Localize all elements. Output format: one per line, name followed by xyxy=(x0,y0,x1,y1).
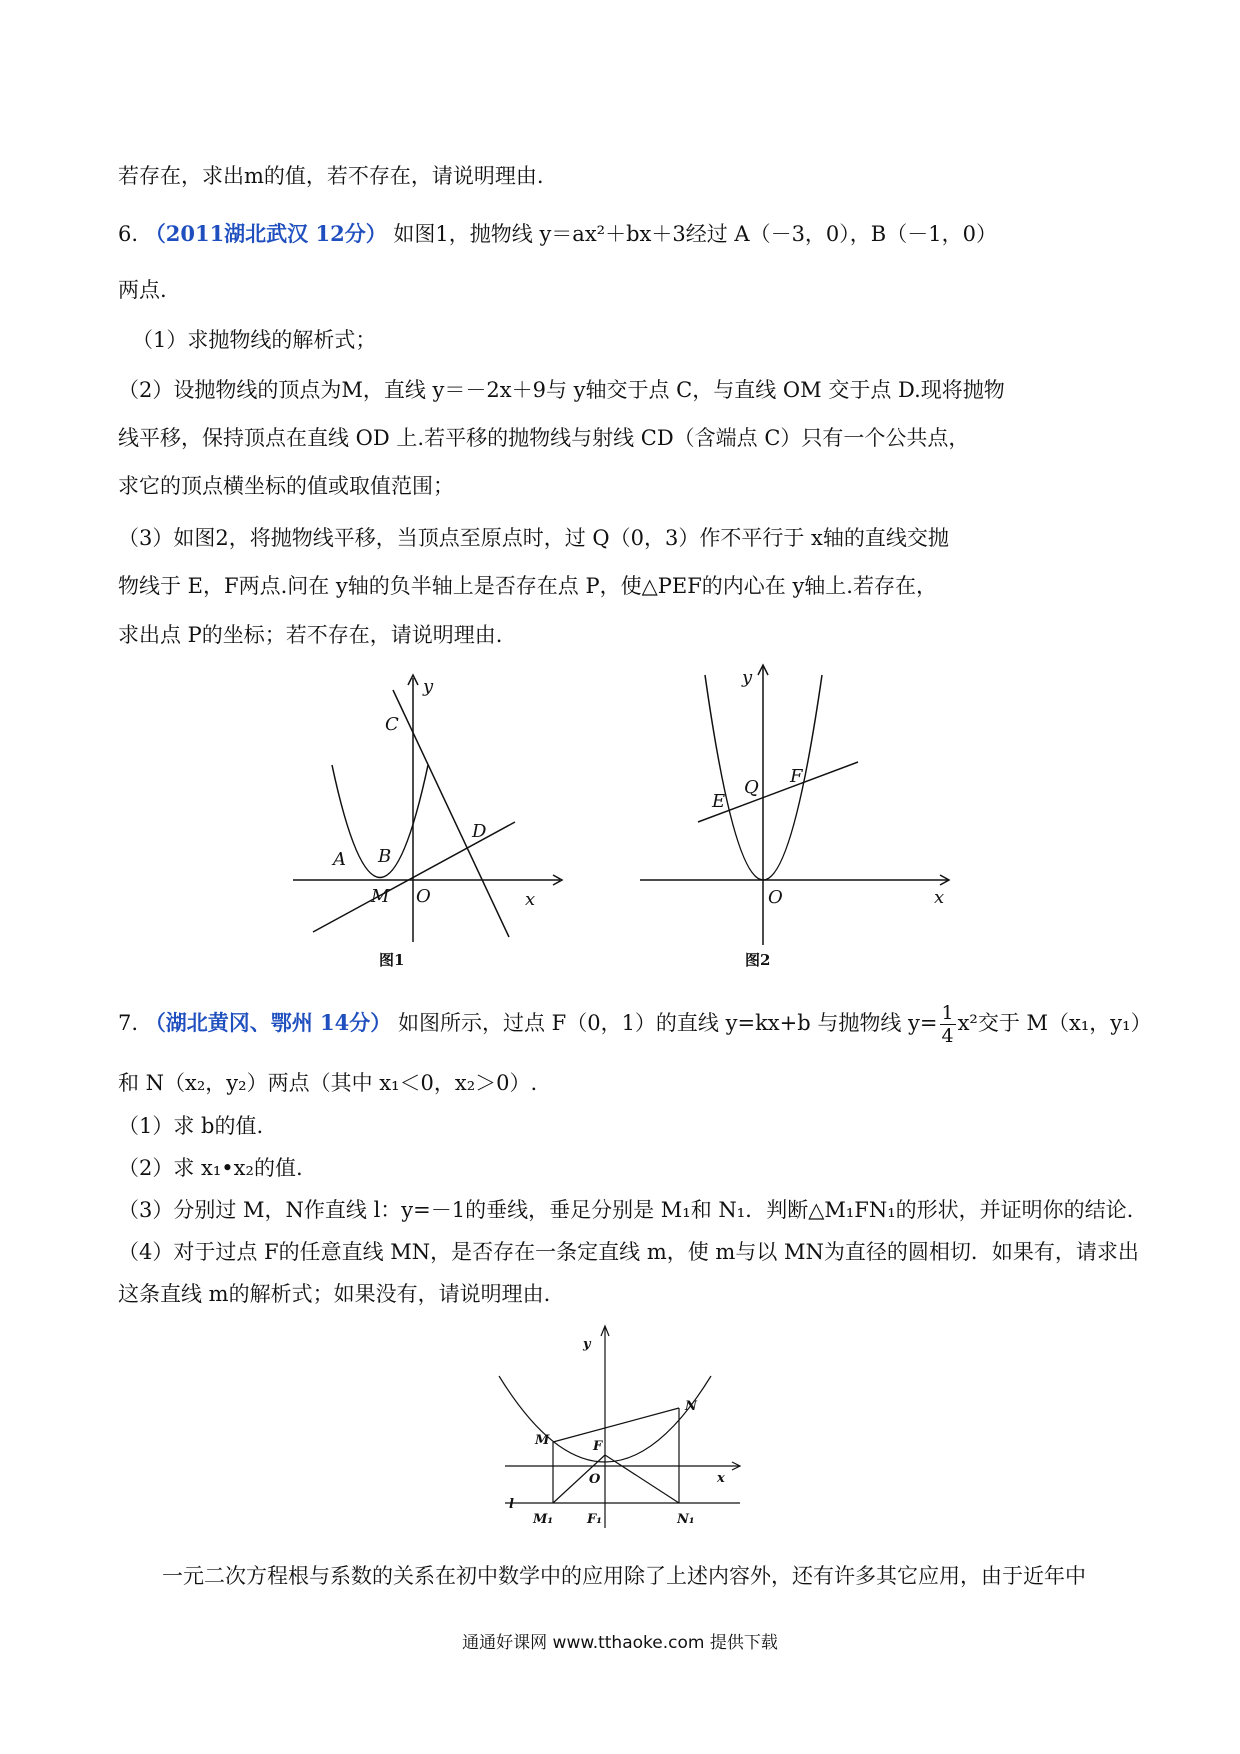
label-m: M xyxy=(535,1433,550,1448)
label-o: O xyxy=(768,887,783,908)
label-x: x xyxy=(717,1471,725,1486)
label-y: y xyxy=(423,676,434,697)
figure-3 xyxy=(495,1318,745,1538)
q6-part3-line2: 物线于 E，F两点.问在 y轴的负半轴上是否存在点 P，使△PEF的内心在 y轴上.若存在， xyxy=(118,574,937,598)
q7-statement-b: x²交于 M（x₁，y₁） xyxy=(957,1011,1152,1035)
figure-2-caption: 图2 xyxy=(745,951,771,969)
label-x: x xyxy=(525,889,536,910)
q7-part4-line1: （4）对于过点 F的任意直线 MN，是否存在一条定直线 m，使 m与以 MN为直径的圆相切．如果有，请求出 xyxy=(118,1240,1139,1264)
line-cd xyxy=(393,690,509,937)
figure-1-caption: 图1 xyxy=(379,951,405,969)
figure-1 xyxy=(285,670,585,970)
line-mn xyxy=(553,1408,679,1442)
segment-n1f xyxy=(605,1455,679,1503)
label-c: C xyxy=(385,714,399,735)
q7-statement-a: 如图所示，过点 F（0，1）的直线 y=kx+b 与抛物线 y= xyxy=(397,1011,938,1035)
label-b: B xyxy=(378,846,392,867)
label-n: N xyxy=(685,1399,697,1414)
q7-part2: （2）求 x₁•x₂的值. xyxy=(118,1156,303,1180)
fraction-one-quarter: $\frac{1}{4}$ xyxy=(941,1002,954,1047)
q7-part4-line2: 这条直线 m的解析式；如果没有，请说明理由. xyxy=(118,1282,551,1306)
label-a: A xyxy=(333,849,346,870)
q6-part2-line1: （2）设抛物线的顶点为M，直线 y＝－2x＋9与 y轴交于点 C，与直线 OM 交于点 D.现将抛物 xyxy=(118,378,1005,402)
label-e: E xyxy=(712,791,726,812)
q7-number: 7. xyxy=(118,1011,139,1035)
q6-statement: 如图1，抛物线 y＝ax²＋bx＋3经过 A（－3，0），B（－1，0） xyxy=(393,222,997,246)
label-f1: F₁ xyxy=(587,1512,602,1527)
q6-source: （2011湖北武汉 12分） xyxy=(144,221,387,246)
label-y: y xyxy=(583,1337,591,1352)
label-o: O xyxy=(416,886,431,907)
q6-part1: （1）求抛物线的解析式； xyxy=(132,328,377,352)
q6-part2-line3: 求它的顶点横坐标的值或取值范围； xyxy=(118,474,454,498)
q6-part3-line3: 求出点 P的坐标；若不存在，请说明理由. xyxy=(118,623,503,647)
label-f: F xyxy=(790,766,803,787)
label-o: O xyxy=(589,1472,601,1487)
label-f: F xyxy=(593,1439,603,1454)
label-y: y xyxy=(742,667,753,688)
q7-part1: （1）求 b的值. xyxy=(118,1114,264,1138)
label-d: D xyxy=(472,821,487,842)
q6-line1 xyxy=(118,218,997,248)
figure-2 xyxy=(630,655,960,970)
q6-line2: 两点. xyxy=(118,278,167,302)
bottom-line: 一元二次方程根与系数的关系在初中数学中的应用除了上述内容外，还有许多其它应用，由于近年中 xyxy=(162,1564,1086,1588)
top-line: 若存在，求出m的值，若不存在，请说明理由. xyxy=(118,164,544,188)
label-m1: M₁ xyxy=(533,1512,554,1527)
q6-part2-line2: 线平移，保持顶点在直线 OD 上.若平移的抛物线与射线 CD（含端点 C）只有一个公共点， xyxy=(118,426,970,450)
label-n1: N₁ xyxy=(677,1512,695,1527)
label-l: l xyxy=(509,1497,514,1512)
label-m: M xyxy=(371,886,390,907)
q6-part3-line1: （3）如图2，将抛物线平移，当顶点至原点时，过 Q（0，3）作不平行于 x轴的直线交抛 xyxy=(118,526,949,550)
footer: 通通好课网 www.tthaoke.com 提供下载 xyxy=(462,1633,778,1653)
label-q: Q xyxy=(744,777,759,798)
q7-part3: （3）分别过 M，N作直线 l：y=－1的垂线，垂足分别是 M₁和 N₁．判断△M₁FN₁的形状，并证明你的结论. xyxy=(118,1198,1134,1222)
q6-number: 6. xyxy=(118,222,139,246)
label-x: x xyxy=(934,887,945,908)
q7-line1 xyxy=(118,1002,1152,1047)
q7-line2: 和 N（x₂，y₂）两点（其中 x₁＜0，x₂＞0）. xyxy=(118,1071,538,1095)
q7-source: （湖北黄冈、鄂州 14分） xyxy=(144,1010,392,1035)
